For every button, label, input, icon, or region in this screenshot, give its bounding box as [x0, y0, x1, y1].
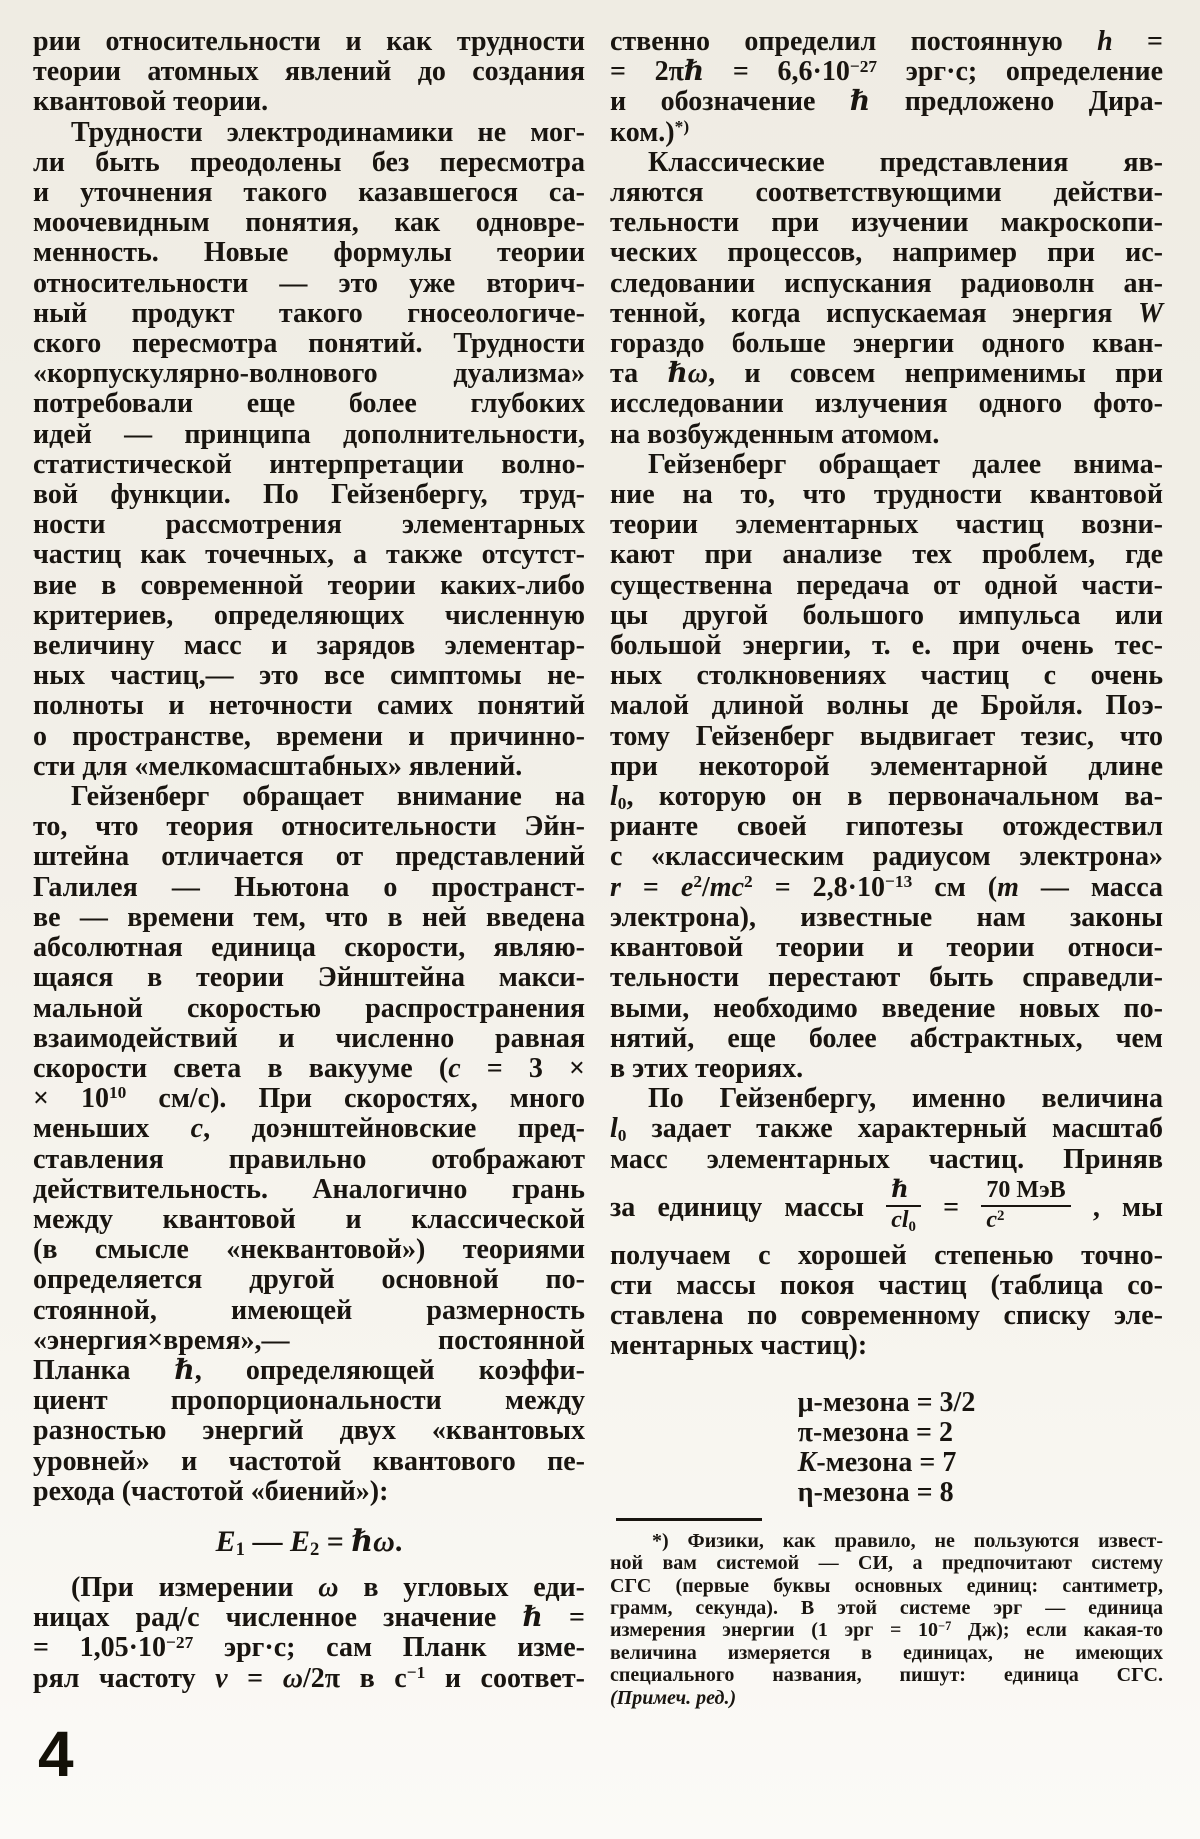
text-line: между квантовой и классической: [33, 1203, 585, 1235]
text-line: сти для «мелкомасштабных» явлений.: [33, 750, 523, 782]
text-line: о пространстве, времени и причинно-: [33, 720, 585, 752]
text-line: Гейзенберг обращает далее внима-: [648, 448, 1163, 480]
text-line: вие в современной теории каких-либо: [33, 569, 585, 601]
text-line: По Гейзенбергу, именно величина: [648, 1083, 1163, 1115]
text-line: потребовали еще более глубоких: [33, 388, 585, 420]
text-line: ние на то, что трудности квантовой: [610, 479, 1163, 511]
text-line: циент пропорциональности между: [33, 1385, 585, 1417]
text-line: разностью энергий двух «квантовых: [33, 1415, 585, 1447]
text-line: ком.)*): [610, 116, 690, 148]
text-line: ных частиц,— это все симптомы не-: [33, 660, 585, 692]
text-line: рехода (частотой «биений»):: [33, 1475, 389, 1507]
text-line: тенной, когда испускаемая энергия W: [610, 297, 1163, 329]
text-line: ставлена по современному списку эле-: [610, 1300, 1163, 1332]
text-line: выми, необходимо введение новых по-: [610, 992, 1163, 1024]
text-line: кают при анализе тех проблем, где: [610, 539, 1163, 571]
text-line: измерения энергии (1 эрг = $10^{-7}$ Дж); если какая-то: [610, 1619, 1164, 1642]
footnote-rule: [616, 1518, 762, 1521]
text-line: ментарных частиц):: [610, 1330, 868, 1362]
text-line: ли быть преодолены без пересмотра: [33, 146, 585, 178]
text-line: вой функции. По Гейзенбергу, труд-: [33, 479, 585, 511]
meson-mass-table: [610, 1388, 1163, 1508]
text-line: малой длиной волны де Бройля. Поэ-: [610, 690, 1163, 722]
text-line: масс элементарных частиц. Приняв: [610, 1143, 1163, 1175]
text-line: η-мезона = 8: [797, 1476, 954, 1508]
paragraph: [610, 450, 1163, 1084]
left-text-column: [33, 27, 585, 1694]
text-line: l0 задает также характерный масштаб: [610, 1113, 1163, 1146]
text-line: = $1,05\cdot 10^{-27}$ эрг·с; сам Планк изме-: [33, 1632, 586, 1664]
text-line: (Примеч. ред.): [610, 1686, 737, 1709]
text-line: цы другой большого импульса или: [610, 599, 1163, 631]
text-line: величину масс и зарядов элементар-: [33, 630, 585, 662]
text-line: величина измеряется в единицах, не имеющих: [610, 1641, 1163, 1664]
paragraph: [33, 1573, 585, 1694]
text-line: следовании испускания радиоволн ан-: [610, 267, 1163, 299]
text-line: ского пересмотра понятий. Трудности: [33, 328, 585, 360]
text-line: действительность. Аналогично грань: [33, 1173, 585, 1205]
text-line: Классические представления яв-: [648, 146, 1163, 178]
text-line: критериев, определяющих численную: [33, 599, 585, 631]
text-line: Планка ℏ, определяющей коэффи-: [33, 1354, 585, 1386]
text-line: за единицу массы $\frac{\text{ℏ}}{cl0}$ = $\frac{\text{70 МэВ}}{c^2}$ , мы: [610, 1177, 1163, 1235]
text-line: μ-мезона = 3/2: [797, 1386, 976, 1418]
text-line: K-мезона = 7: [797, 1446, 957, 1478]
text-line: ный продукт такого гносеологиче-: [33, 297, 585, 329]
text-line: ческих процессов, например при ис-: [610, 237, 1163, 269]
text-line: тельности перестают быть справедли-: [610, 962, 1163, 994]
text-line: Галилея — Ньютона о пространст-: [33, 871, 585, 903]
fraction: $\frac{\text{ℏ}}{cl0}$: [886, 1178, 921, 1234]
meson-mass-list: [798, 1388, 976, 1508]
text-line: на возбужденным атомом.: [610, 418, 940, 450]
text-line: теории атомных явлений до создания: [33, 56, 585, 88]
text-line: «корпускулярно-волнового дуализма»: [33, 358, 585, 390]
text-line: = 2πℏ = $6,6\cdot 10^{-27}$ эрг·с; определение: [610, 56, 1163, 88]
text-line: ляются соответствующими действи-: [610, 177, 1163, 209]
text-line: π-мезона = 2: [797, 1416, 954, 1448]
text-line: электрона), известные нам законы: [610, 901, 1163, 933]
text-line: большой энергии, т. е. при очень тес-: [610, 630, 1163, 662]
text-line: скорости света в вакууме (c = 3 ×: [33, 1052, 585, 1084]
paragraph: [610, 1084, 1163, 1361]
text-line: $r = e^2/mc^2 = 2,8\cdot 10^{-13}$ см (m — масса: [610, 871, 1163, 903]
text-line: × $10^{10}$ см/с). При скоростях, много: [33, 1083, 585, 1115]
paragraph: [33, 118, 585, 782]
text-line: (в смысле «неквантовой») теориями: [33, 1234, 585, 1266]
displayed-equation: E1 — E2 = ℏω.: [215, 1524, 403, 1561]
text-line: существенна передача от одной части-: [610, 569, 1163, 601]
page-number: 4: [38, 1718, 74, 1790]
text-line: получаем с хорошей степенью точно-: [610, 1239, 1163, 1271]
text-line: ницах рад/с численное значение ℏ =: [33, 1602, 585, 1634]
text-line: рии относительности и как трудности: [33, 26, 585, 57]
text-line: тельности при изучении макроскопи-: [610, 207, 1163, 239]
text-line: статистической интерпретации волно-: [33, 448, 585, 480]
text-line: ности рассмотрения элементарных: [33, 509, 585, 541]
text-line: Гейзенберг обращает внимание на: [71, 781, 585, 813]
text-line: ве — времени тем, что в ней введена: [33, 901, 585, 933]
text-line: теории элементарных частиц возни-: [610, 509, 1163, 541]
text-line: определяется другой основной по-: [33, 1264, 585, 1296]
text-line: при некоторой элементарной длине: [610, 750, 1163, 782]
text-line: ственно определил постоянную h =: [610, 26, 1163, 57]
text-line: специального названия, пишут: единица СГС.: [610, 1664, 1163, 1687]
text-line: меньших c, доэнштейновские пред-: [33, 1113, 585, 1145]
text-line: рял частоту ν = ω/2π в $с^{-1}$ и соответ-: [33, 1662, 585, 1694]
paragraph: [33, 27, 585, 118]
text-line: взаимодействий и численно равная: [33, 1022, 585, 1054]
text-line: щаяся в теории Эйнштейна макси-: [33, 962, 585, 994]
text-line: уровней» и частотой квантового пе-: [33, 1445, 585, 1477]
text-line: грамм, секунда). В этой системе эрг — единица: [610, 1596, 1163, 1619]
text-line: сти массы покоя частиц (таблица со-: [610, 1269, 1163, 1301]
text-line: гораздо больше энергии одного кван-: [610, 328, 1163, 360]
text-line: *) Физики, как правило, не пользуются извест-: [652, 1529, 1163, 1552]
text-line: менность. Новые формулы теории: [33, 237, 585, 269]
paragraph: [610, 148, 1163, 450]
text-line: ной вам системой — СИ, а предпочитают систему: [610, 1552, 1163, 1575]
text-line: (При измерении ω в угловых еди-: [71, 1571, 585, 1603]
text-line: квантовой теории.: [33, 86, 269, 118]
text-line: и обозначение ℏ предложено Дира-: [610, 86, 1163, 118]
paragraph: [33, 782, 585, 1507]
text-line: и уточнения такого казавшегося са-: [33, 177, 585, 209]
text-line: штейна отличается от представлений: [33, 841, 585, 873]
text-line: рианте своей гипотезы отождествил: [610, 811, 1163, 843]
text-line: та ℏω, и совсем неприменимы при: [610, 358, 1163, 390]
text-line: исследовании излучения одного фото-: [610, 388, 1163, 420]
text-line: l0, которую он в первоначальном ва-: [610, 781, 1163, 814]
text-line: моочевидным понятия, как одновре-: [33, 207, 585, 239]
text-line: то, что теория относительности Эйн-: [33, 811, 585, 843]
text-line: «энергия×время»,— постоянной: [33, 1324, 585, 1356]
text-line: полноты и неточности самих понятий: [33, 690, 585, 722]
right-text-column: [610, 27, 1163, 1709]
text-line: СГС (первые буквы основных единиц: сантиметр,: [610, 1574, 1163, 1597]
text-line: Трудности электродинамики не мог-: [71, 116, 585, 148]
text-line: ных столкновениях частиц с очень: [610, 660, 1163, 692]
text-line: квантовой теории и теории относи-: [610, 932, 1163, 964]
text-line: мальной скоростью распространения: [33, 992, 585, 1024]
text-line: стоянной, имеющей размерность: [33, 1294, 585, 1326]
text-line: относительности — это уже вторич-: [33, 267, 585, 299]
fraction: $\frac{\text{70 МэВ}}{c^2}$: [981, 1178, 1070, 1234]
text-line: нятий, еще более абстрактных, чем: [610, 1022, 1163, 1054]
text-line: с «классическим радиусом электрона»: [610, 841, 1163, 873]
text-line: ставления правильно отображают: [33, 1143, 585, 1175]
text-line: идей — принципа дополнительности,: [33, 418, 585, 450]
text-line: частиц как точечных, а также отсутст-: [33, 539, 585, 571]
text-line: абсолютная единица скорости, являю-: [33, 932, 585, 964]
text-line: в этих теориях.: [610, 1052, 804, 1084]
footnote: [610, 1530, 1163, 1709]
paragraph: [610, 27, 1163, 148]
text-line: тому Гейзенберг выдвигает тезис, что: [610, 720, 1163, 752]
